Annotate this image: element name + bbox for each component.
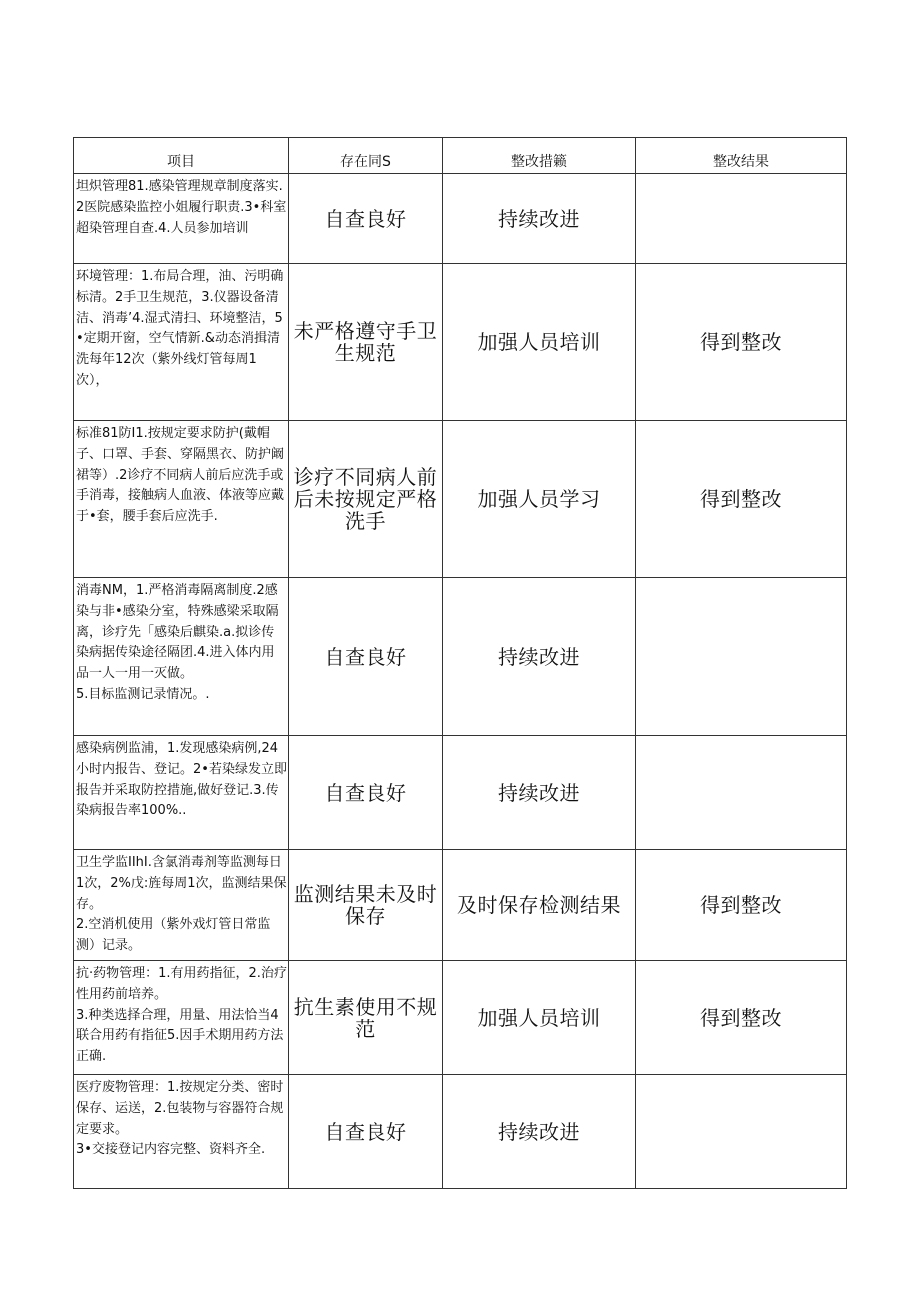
issue-cell: 自查良好 (289, 578, 443, 736)
issue-cell: 未严格遵守手卫生规范 (289, 264, 443, 421)
measure-cell: 加强人员培训 (443, 264, 636, 421)
result-cell: 得到整改 (636, 961, 847, 1075)
result-cell: 得到整改 (636, 850, 847, 961)
issue-cell: 自查良好 (289, 1075, 443, 1189)
item-cell: 卫生学监IIhI.含氯消毒剂等监测每日1次，2%戊:旌每周1次，监测结果保存。 2.空消机使用（紫外戏灯管日常监测）记录。 (74, 850, 289, 961)
table-row (74, 736, 847, 850)
issue-cell: 抗生素使用不规范 (289, 961, 443, 1075)
item-cell: 医疗废物管理：1.按规定分类、密时保存、运送，2.包装物与容器符合规定要求。 3•交接登记内容完整、资料齐全. (74, 1075, 289, 1189)
header-row (74, 138, 847, 174)
issue-cell: 监测结果未及时保存 (289, 850, 443, 961)
item-cell: 标准81防I1.按规定要求防护(戴帽子、口罩、手套、穿隔黑衣、防护阚裙等）.2诊疗不同病人前后应洗手或手消毒，接触病人血液、体液等应戴于•套，腰手套后应洗手. (74, 421, 289, 578)
item-cell: 感染病例监浦，1.发现感染病例,24小时内报告、登记。2•若染绿发立即报告并采取防控措施,做好登记.3.传染病报告率100%.. (74, 736, 289, 850)
header-issue (289, 138, 443, 174)
result-cell (636, 174, 847, 264)
result-cell: 得到整改 (636, 421, 847, 578)
issue-cell: 自查良好 (289, 736, 443, 850)
result-cell (636, 736, 847, 850)
measure-cell: 持续改进 (443, 736, 636, 850)
header-measure: 整改措籁 (443, 138, 636, 174)
item-cell: 消毒NM，1.严格消毒隔离制度.2感染与非•感染分室，特殊感梁采取隔离，诊疗先「感染后麒染.a.拟诊传染病据传染途径隔团.4.进入体内用品一人一用一灭做。 5.目标监测记录情况。. (74, 578, 289, 736)
measure-cell: 及时保存检测结果 (443, 850, 636, 961)
measure-cell: 加强人员培训 (443, 961, 636, 1075)
result-cell (636, 1075, 847, 1189)
item-cell: 环境管理：1.布局合理，油、污明确标清。2手卫生规范，3.仪器设备清洁、消毒’4.湿式清扫、环境整洁，5•定期开窗，空气情新.&动态消揖清洗每年12次（紫外线灯管每周1次）， (74, 264, 289, 421)
rectification-table-container (73, 137, 846, 1189)
table-row (74, 421, 847, 578)
result-cell (636, 578, 847, 736)
measure-cell: 持续改进 (443, 174, 636, 264)
rectification-table (73, 137, 847, 1189)
table-row (74, 174, 847, 264)
measure-cell: 持续改进 (443, 578, 636, 736)
result-cell: 得到整改 (636, 264, 847, 421)
measure-cell: 加强人员学习 (443, 421, 636, 578)
header-result: 整改结果 (636, 138, 847, 174)
item-cell: 坦炽管理81.感染管理规章制度落实.2医院感染监控小姐履行职责.3•科室超染管理自查.4.人员参加培训 (74, 174, 289, 264)
table-row (74, 1075, 847, 1189)
measure-cell: 持续改进 (443, 1075, 636, 1189)
table-row (74, 264, 847, 421)
table-row (74, 961, 847, 1075)
item-cell: 抗·药物管理：1.有用药指征，2.治疗性用药前培养。 3.种类选择合理，用量、用法恰当4联合用药有指征5.因手术期用药方法正确. (74, 961, 289, 1075)
table-row (74, 578, 847, 736)
header-item: 项目 (74, 138, 289, 174)
table-row (74, 850, 847, 961)
issue-cell: 自查良好 (289, 174, 443, 264)
header-issue-text: 存在同S (340, 154, 391, 170)
issue-cell: 诊疗不同病人前后未按规定严格洗手 (289, 421, 443, 578)
